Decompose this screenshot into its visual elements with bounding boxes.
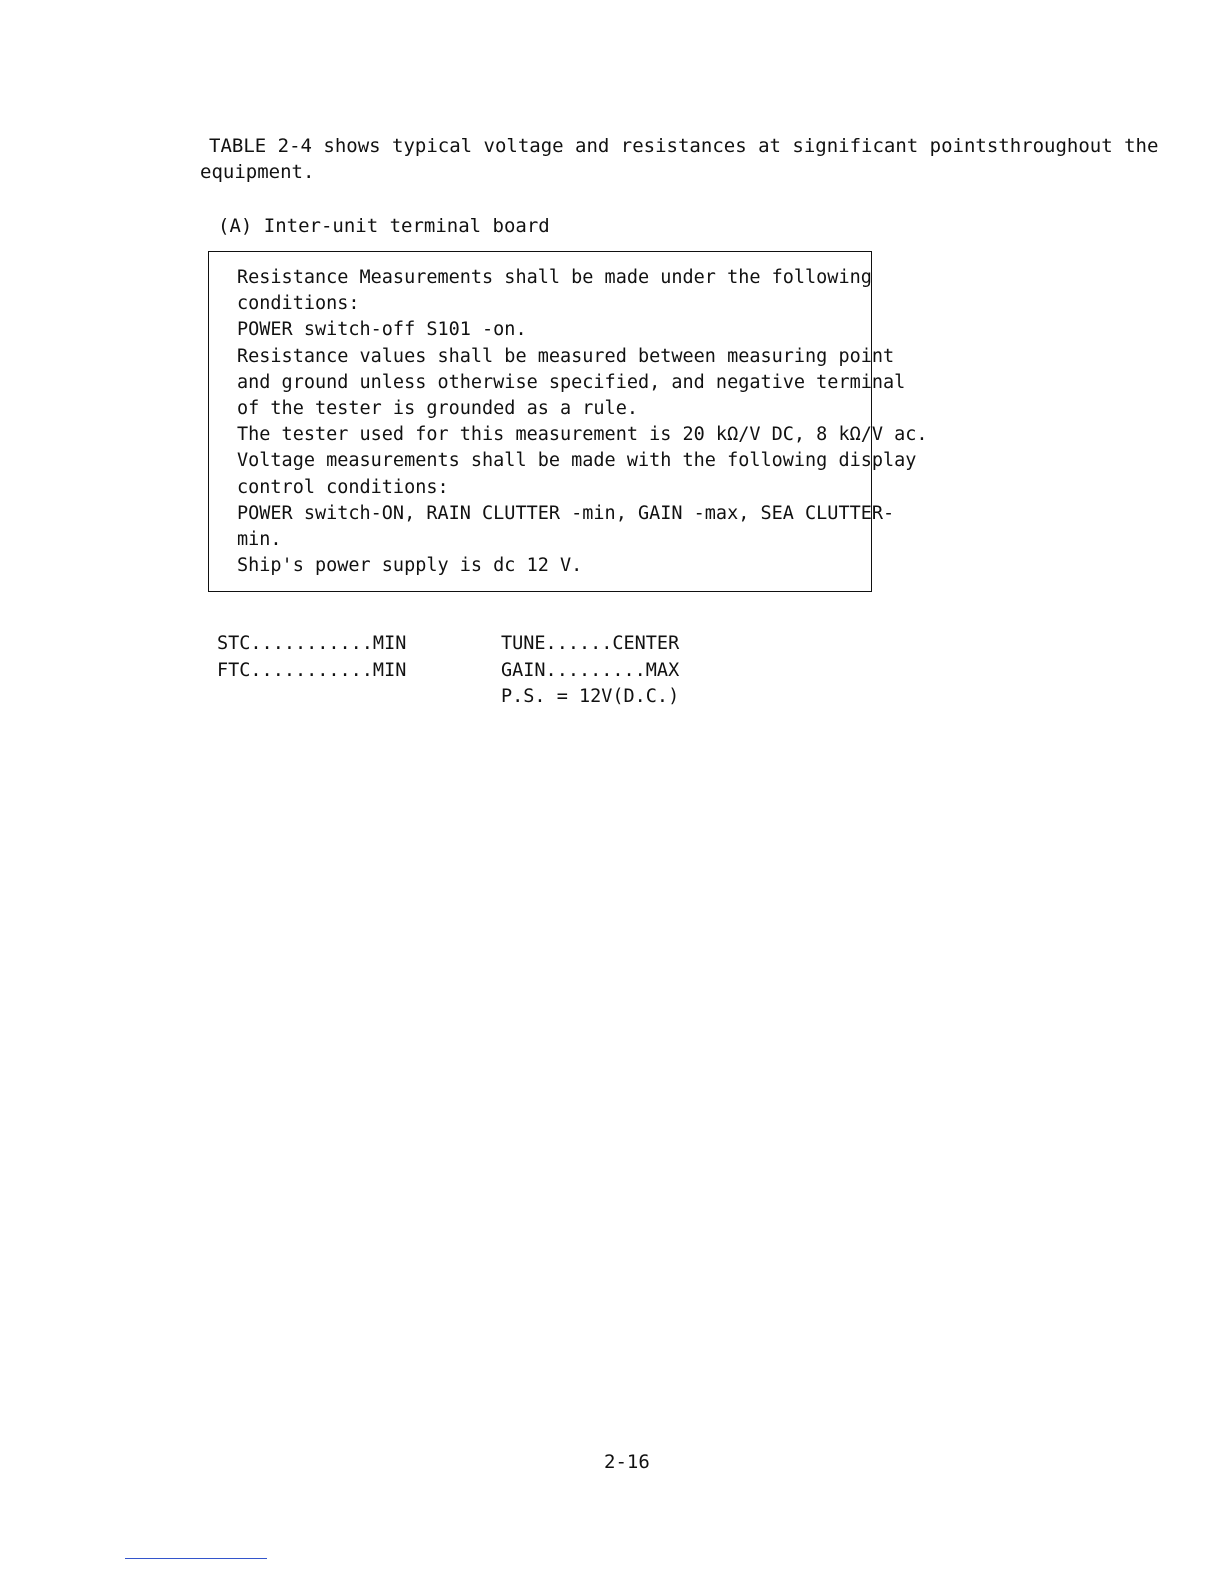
setting-tune: TUNE......CENTER bbox=[501, 633, 680, 654]
setting-power-supply: P.S. = 12V(D.C.) bbox=[501, 686, 680, 707]
setting-stc: STC...........MIN bbox=[217, 633, 407, 654]
section-heading: (A) Inter-unit terminal board bbox=[218, 215, 550, 237]
setting-ftc: FTC...........MIN bbox=[217, 659, 407, 681]
condition-line: The tester used for this measurement is 20 kΩ/V DC, 8 kΩ/V ac. bbox=[237, 424, 928, 446]
page-number: 2-16 bbox=[604, 1451, 650, 1473]
condition-line: min. bbox=[237, 529, 282, 551]
control-settings-right bbox=[501, 631, 679, 711]
control-settings-left bbox=[217, 631, 406, 684]
condition-line: Resistance values shall be measured between measuring point bbox=[237, 345, 895, 367]
condition-line: POWER switch-ON, RAIN CLUTTER -min, GAIN -max, SEA CLUTTER- bbox=[237, 502, 895, 524]
condition-line: Resistance Measurements shall be made under the following bbox=[237, 267, 872, 288]
setting-gain: GAIN.........MAX bbox=[501, 659, 680, 681]
intro-line-2: equipment. bbox=[200, 161, 315, 183]
condition-line: of the tester is grounded as a rule. bbox=[237, 398, 638, 420]
intro-line-1: TABLE 2-4 shows typical voltage and resistances at significant pointsthroughout the bbox=[209, 135, 1159, 157]
condition-line: Ship's power supply is dc 12 V. bbox=[237, 555, 583, 577]
measurement-conditions-box bbox=[208, 251, 928, 592]
condition-line: and ground unless otherwise specified, and negative terminal bbox=[237, 371, 906, 393]
condition-line: conditions: bbox=[237, 293, 360, 315]
intro-paragraph bbox=[200, 133, 1159, 185]
condition-line: POWER switch-off S101 -on. bbox=[237, 319, 527, 341]
footer-rule bbox=[125, 1558, 267, 1559]
condition-line: Voltage measurements shall be made with the following display bbox=[237, 450, 917, 472]
condition-line: control conditions: bbox=[237, 476, 449, 498]
